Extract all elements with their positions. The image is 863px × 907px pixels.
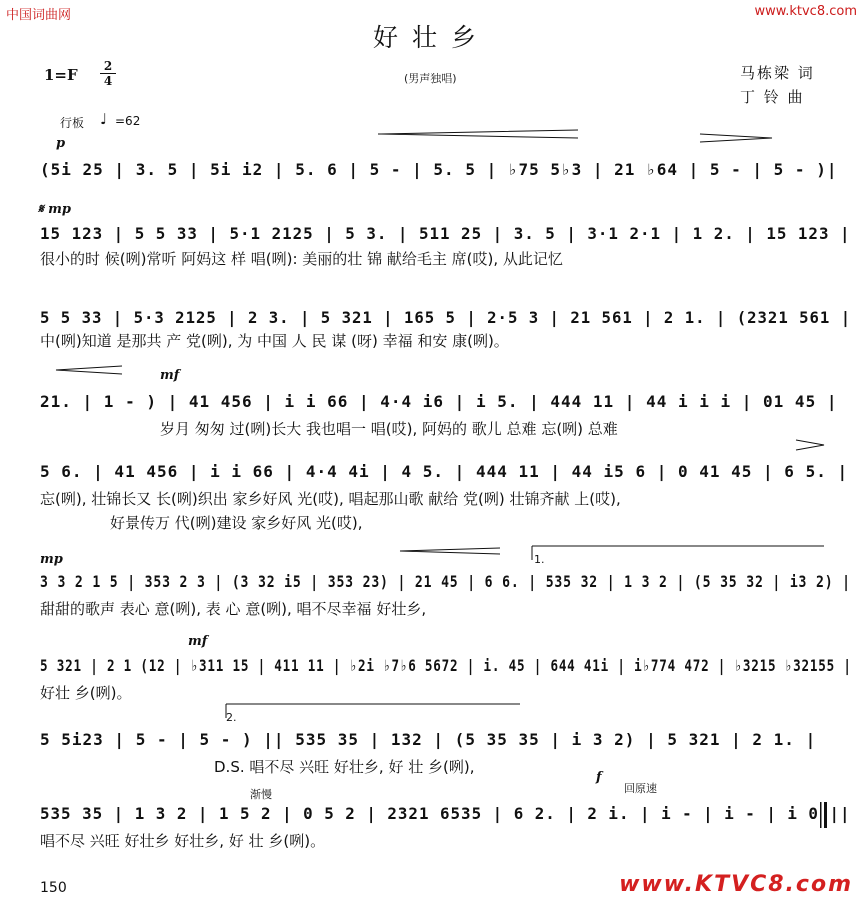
notation-row-1: (5i 25 | 3. 5 | 5i i2 | 5. 6 | 5 - | 5. 5 | ♭75 5♭3 | 21 ♭64 | 5 - | 5 - )| xyxy=(40,160,838,179)
lyrics-row-4: 岁月 匆匆 过(咧)长大 我也唱一 唱(哎), 阿妈的 歌儿 总难 忘(咧) 总难 xyxy=(160,420,618,438)
notation-row-6: 3 3 2 1 5 | 353 2 3 | (3 32 i5 | 353 23) | 21 45 | 6 6. | 535 32 | 1 3 2 | (5 35 32 | i3 2) | xyxy=(40,572,851,591)
lyrics-row-3: 中(咧)知道 是那共 产 党(咧), 为 中国 人 民 谋 (呀) 幸福 和安 康(咧)。 xyxy=(40,332,509,350)
dynamic-f: f xyxy=(596,770,602,785)
segno-mp: 𝄋 mp xyxy=(38,202,71,217)
song-title: 好壮乡 xyxy=(372,23,490,52)
dynamic-mf: mf xyxy=(188,634,208,649)
dynamic-p: p xyxy=(56,136,66,151)
lyrics-row-6: 甜甜的歌声 表心 意(咧), 表 心 意(咧), 唱不尽幸福 好壮乡, xyxy=(40,600,427,618)
lyrics-row-8: D.S. 唱不尽 兴旺 好壮乡, 好 壮 乡(咧), xyxy=(214,758,475,776)
a-tempo-marking: 回原速 xyxy=(624,782,657,795)
tempo-marking: 行板 xyxy=(60,116,85,130)
crescendo-hairpin xyxy=(56,366,122,374)
crescendo-hairpin xyxy=(400,548,500,554)
site-logo: www.KTVC8.com xyxy=(619,872,853,897)
crescendo-hairpin xyxy=(378,130,578,138)
notation-row-9: 535 35 | 1 3 2 | 1 5 2 | 0 5 2 | 2321 6535 | 6 2. | 2 i. | i - | i - | i 0 || xyxy=(40,804,851,823)
key-signature: 1=F xyxy=(44,66,78,84)
time-signature-bottom: 4 xyxy=(103,74,113,88)
notation-row-3: 5 5 33 | 5·3 2125 | 2 3. | 5 321 | 165 5 | 2·5 3 | 21 561 | 2 1. | (2321 561 | xyxy=(40,308,852,327)
diminuendo-hairpin xyxy=(700,134,772,142)
tempo-value: =62 xyxy=(115,114,141,128)
notation-row-4: 21. | 1 - ) | 41 456 | i i 66 | 4·4 i6 | i 5. | 444 11 | 44 i i i | 01 45 | xyxy=(40,392,838,411)
diminuendo-hairpin xyxy=(796,440,824,450)
lyricist-credit: 马栋梁 词 xyxy=(740,64,815,82)
lyrics-row-7: 好壮 乡(咧)。 xyxy=(40,684,132,702)
notation-row-5: 5 6. | 41 456 | i i 66 | 4·4 4i | 4 5. | 444 11 | 44 i5 6 | 0 41 45 | 6 5. | xyxy=(40,462,849,481)
composer-credit: 丁 铃 曲 xyxy=(740,88,805,106)
lyrics-row-5-verse-2: 好景传万 代(咧)建设 家乡好风 光(哎), xyxy=(110,514,363,532)
lyrics-row-9: 唱不尽 兴旺 好壮乡 好壮乡, 好 壮 乡(咧)。 xyxy=(40,832,326,850)
dynamic-mf: mf xyxy=(160,368,180,383)
site-url-right: www.ktvc8.com xyxy=(754,4,857,19)
lyrics-row-5: 忘(咧), 壮锦长又 长(咧)织出 家乡好风 光(哎), 唱起那山歌 献给 党(咧) 壮锦齐献 上(哎), xyxy=(40,490,621,508)
lyrics-row-2: 很小的时 候(咧)常听 阿妈这 样 唱(咧): 美丽的壮 锦 献给毛主 席(哎), 从此记忆 xyxy=(40,250,563,268)
performance-note: (男声独唱) xyxy=(404,72,457,85)
notation-row-7: 5 321 | 2 1 (12 | ♭311 15 | 411 11 | ♭2i ♭7♭6 5672 | i. 45 | 644 41i | i♭774 472 | ♭3215 ♭32155 | xyxy=(40,656,852,675)
notation-row-2: 15 123 | 5 5 33 | 5·1 2125 | 5 3. | 511 25 | 3. 5 | 3·1 2·1 | 1 2. | 15 123 | xyxy=(40,224,851,243)
dynamic-mp: mp xyxy=(40,552,63,567)
site-name-left: 中国词曲网 xyxy=(6,8,72,23)
time-signature-top: 2 xyxy=(103,59,113,73)
volta-1-label: 2. xyxy=(226,711,237,724)
ritardando-marking: 渐慢 xyxy=(250,788,272,801)
quarter-note-icon: ♩ xyxy=(100,110,108,128)
notation-row-8: 5 5i23 | 5 - | 5 - ) || 535 35 | 132 | (5 35 35 | i 3 2) | 5 321 | 2 1. | xyxy=(40,730,817,749)
page-number: 150 xyxy=(40,880,67,896)
volta-2-label: 1. xyxy=(534,553,545,566)
